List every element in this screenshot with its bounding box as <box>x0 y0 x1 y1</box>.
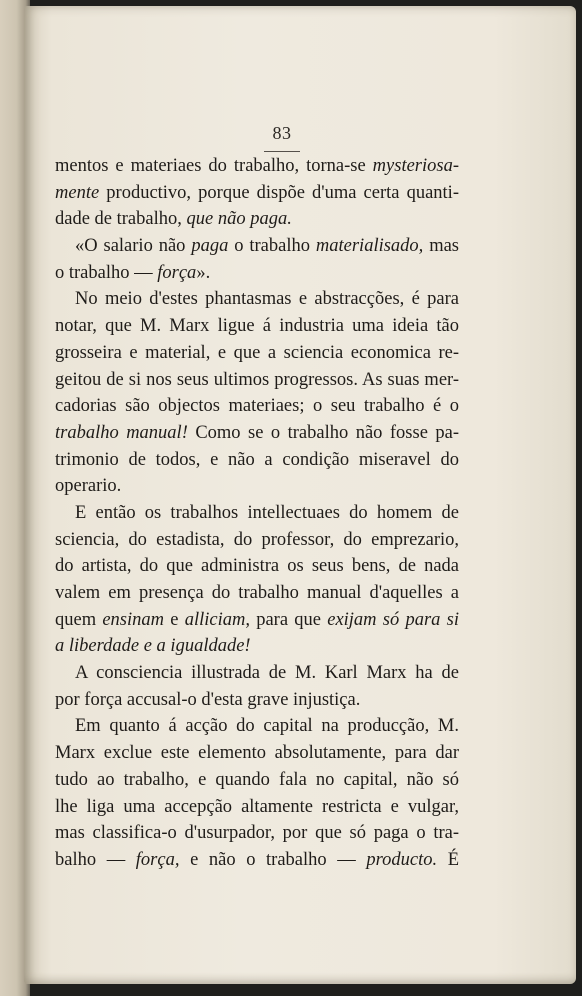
text-run: dade de trabalho, <box>55 209 187 230</box>
text-run: tudo ao trabalho, e quando fala no capital, não só <box>55 769 459 790</box>
body-text <box>55 153 459 874</box>
text-line <box>55 367 459 394</box>
text-line <box>55 500 459 527</box>
text-run: sciencia, do estadista, do professor, do emprezario, <box>55 529 459 550</box>
text-run: lhe liga uma accepção altamente restricta e vulgar, <box>55 796 459 817</box>
text-run: E então os trabalhos intellectuaes do homem de <box>75 502 459 523</box>
text-line <box>55 847 459 874</box>
text-run: o trabalho <box>228 236 316 257</box>
text-line <box>55 447 459 474</box>
text-run: «O salario não <box>75 236 192 257</box>
text-line <box>55 553 459 580</box>
text-line <box>55 286 459 313</box>
italic-text: trabalho manual! <box>55 422 188 443</box>
italic-text: exijam só para si <box>327 609 459 630</box>
text-run: operario. <box>55 476 122 497</box>
text-run: A consciencia illustrada de M. Karl Marx ha de <box>75 663 459 684</box>
text-run: e <box>164 609 185 630</box>
text-line <box>55 180 459 207</box>
italic-text: mente <box>55 182 100 203</box>
text-run: É <box>437 849 459 870</box>
text-run: valem em presença do trabalho manual d'aquelles a <box>55 583 459 603</box>
text-run: grosseira e material, e que a sciencia economica re- <box>55 342 459 363</box>
text-run: Em quanto á acção do capital na producção, M. <box>75 716 459 737</box>
italic-text: alliciam, <box>184 609 250 630</box>
text-line <box>55 260 459 287</box>
text-run: por força accusal-o d'esta grave injustiça. <box>55 689 361 710</box>
text-run: ». <box>196 262 211 283</box>
italic-text: força, <box>135 849 180 870</box>
text-line <box>55 233 459 260</box>
text-run: mas <box>423 236 459 257</box>
text-line <box>55 313 459 340</box>
text-line <box>55 794 459 821</box>
italic-text: paga <box>191 236 229 257</box>
text-run: mentos e materiaes do trabalho, torna-se <box>55 156 373 176</box>
text-run: geitou de si nos seus ultimos progressos. As suas mer- <box>55 369 459 390</box>
text-run: productivo, porque dispõe d'uma certa quanti- <box>99 182 459 203</box>
text-line <box>55 660 459 687</box>
italic-text: ensinam <box>102 609 165 630</box>
text-run: notar, que M. Marx ligue á industria uma ideia tão <box>55 316 459 337</box>
text-line <box>55 340 459 367</box>
text-line <box>55 767 459 794</box>
text-run: Marx exclue este elemento absolutamente, para dar <box>55 743 459 764</box>
text-line <box>55 687 459 714</box>
page-number-rule <box>264 151 300 152</box>
italic-text: que não paga. <box>186 209 292 230</box>
text-line <box>55 740 459 767</box>
text-run: balho — <box>55 849 136 870</box>
italic-text: materialisado, <box>315 236 424 257</box>
text-line <box>55 473 459 500</box>
text-run: No meio d'estes phantasmas e abstracções, é para <box>75 289 459 310</box>
page-number: 83 <box>272 123 292 143</box>
italic-text: mysteriosa- <box>372 156 459 176</box>
text-line <box>55 420 459 447</box>
italic-text: producto. <box>366 849 438 870</box>
text-line <box>55 580 459 607</box>
text-line <box>55 153 459 180</box>
text-run: e não o trabalho — <box>179 849 367 870</box>
text-run: quem <box>55 609 103 630</box>
text-run: Como se o trabalho não fosse pa- <box>187 422 459 443</box>
text-run: trimonio de todos, e não a condição miseravel do <box>55 449 459 470</box>
italic-text: a liberdade e a igualdade! <box>55 636 251 657</box>
text-line <box>55 633 459 660</box>
text-run: do artista, do que administra os seus bens, de nada <box>55 556 459 577</box>
text-line <box>55 393 459 420</box>
text-line <box>55 607 459 634</box>
text-line <box>55 820 459 847</box>
text-run: o trabalho — <box>55 262 158 283</box>
text-line <box>55 713 459 740</box>
text-run: mas classifica-o d'usurpador, por que só paga o tra- <box>55 823 459 844</box>
text-run: cadorias são objectos materiaes; o seu trabalho é o <box>55 396 459 417</box>
italic-text: força <box>157 262 197 283</box>
text-run: para que <box>249 609 328 630</box>
text-line <box>55 206 459 233</box>
text-line <box>55 527 459 554</box>
